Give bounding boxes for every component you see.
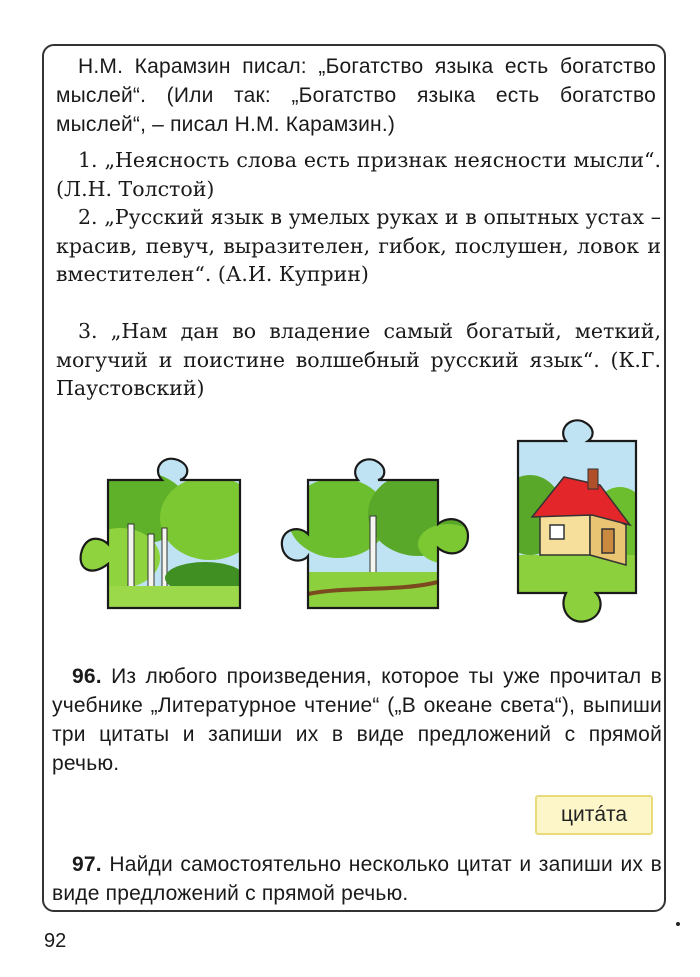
speck bbox=[676, 922, 680, 926]
quote-2 bbox=[56, 203, 661, 289]
exercise-text: Из любого произведения, которое ты уже прочитал в учебнике „Литературное чтение“ („В океане света“), выпиши три цитаты и запиши их в виде предложений с прямой речью. bbox=[52, 665, 662, 775]
quote-number: 3. bbox=[78, 319, 98, 343]
page-number: 92 bbox=[44, 930, 67, 952]
exercise-number: 97. bbox=[72, 853, 102, 876]
quote-text: „Русский язык в умелых руках и в опытных устах – красив, певуч, выразителен, гибок, послушен, ловок и вместителен“. (А.И. Куприн) bbox=[56, 205, 661, 286]
intro-paragraph: Н.М. Карамзин писал: „Богатство языка есть богатство мыслей“. (Или так: „Богатство языка есть богатство мыслей“, – писал Н.М. Карамзин.) bbox=[56, 55, 656, 136]
quote-number: 1. bbox=[78, 148, 98, 172]
exercise-97 bbox=[52, 850, 662, 908]
exercise-96 bbox=[52, 662, 662, 778]
quote-number: 2. bbox=[78, 205, 98, 229]
meadow-puzzle-piece bbox=[278, 468, 478, 618]
exercise-number: 96. bbox=[72, 665, 102, 688]
house-puzzle-piece bbox=[500, 425, 650, 630]
exercise-text: Найди самостоятельно несколько цитат и запиши их в виде предложений с прямой речью. bbox=[52, 853, 662, 905]
vocabulary-sticker: цитáта bbox=[535, 795, 653, 835]
quote-3 bbox=[56, 317, 661, 403]
quote-text: „Неясность слова есть признак неясности мысли“. (Л.Н. Толстой) bbox=[56, 148, 661, 201]
quote-text: „Нам дан во владение самый богатый, меткий, могучий и поистине волшебный русский язык“. (К.Г. Паустовский) bbox=[56, 319, 661, 400]
quote-1 bbox=[56, 146, 661, 203]
birch-forest-puzzle-piece bbox=[80, 468, 260, 618]
